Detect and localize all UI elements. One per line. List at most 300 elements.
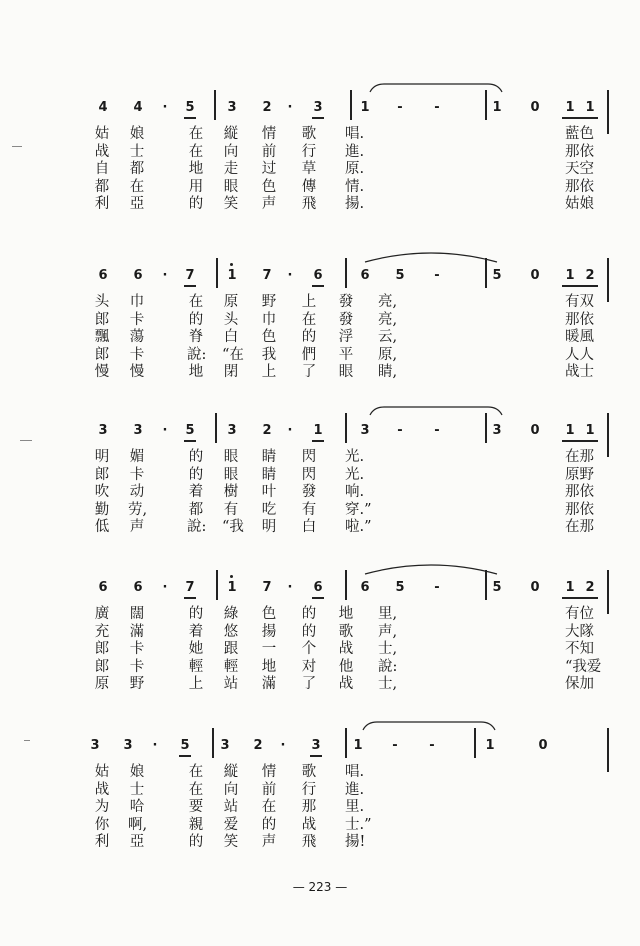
lyric-line <box>0 364 640 381</box>
lyric-char: 了 <box>301 676 317 692</box>
lyric-char: 郎 <box>94 466 110 483</box>
lyric-char: 啦.” <box>345 519 372 535</box>
note: 3 <box>313 100 323 115</box>
bar-line <box>214 90 216 120</box>
margin-mark <box>20 440 32 441</box>
lyric-char: 站 <box>223 799 239 815</box>
note: 0 <box>538 738 548 753</box>
lyric-line <box>0 161 640 178</box>
lyric-char: 揚. <box>345 196 365 212</box>
lyric-char: 說: <box>378 658 398 675</box>
lyric-char: 在 <box>188 764 204 780</box>
lyric-line <box>0 449 640 466</box>
dot-duration: · <box>287 423 293 438</box>
dash-note: - <box>429 738 435 753</box>
lyric-char: 战 <box>94 781 110 798</box>
lyric-char: 郎 <box>94 641 110 657</box>
note: 6 <box>360 580 370 595</box>
lyric-char: 自 <box>94 161 110 177</box>
lyric-pickup: 那依 <box>565 484 594 500</box>
bar-line <box>212 728 214 758</box>
lyric-char: 唱. <box>345 126 365 142</box>
note: 2 <box>253 738 263 753</box>
lyric-char: 过 <box>261 161 277 177</box>
lyric-char: 傳 <box>301 178 317 195</box>
note: 6 <box>360 268 370 283</box>
lyric-char: 里, <box>378 606 398 622</box>
lyric-char: 慢 <box>94 364 110 380</box>
bar-line <box>345 728 347 758</box>
lyric-char: 在 <box>188 143 204 160</box>
lyric-char: 亮, <box>378 294 398 310</box>
lyric-char: 的 <box>261 816 277 833</box>
lyric-line <box>0 641 640 658</box>
lyric-char: 笑 <box>223 834 239 850</box>
tie-arc <box>363 720 495 734</box>
note: 1 <box>565 268 575 283</box>
note-underline <box>312 117 324 119</box>
lyric-char: 揚 <box>261 623 277 640</box>
lyric-char: 白 <box>301 519 317 535</box>
lyric-char: 战 <box>338 676 354 692</box>
lyric-pickup: 那依 <box>565 501 594 518</box>
lyric-pickup: 大隊 <box>565 623 594 640</box>
dot-duration: · <box>162 100 168 115</box>
lyric-char: 亞 <box>129 834 145 850</box>
note: 7 <box>185 268 195 283</box>
lyric-char: 用 <box>188 178 204 195</box>
lyric-char: 的 <box>301 623 317 640</box>
note: 3 <box>133 423 143 438</box>
bar-line <box>216 570 218 600</box>
lyric-char: 綠 <box>223 606 239 622</box>
lyric-char: 色 <box>261 329 277 345</box>
lyric-char: 進. <box>345 781 365 798</box>
note: 0 <box>530 423 540 438</box>
lyric-char: 歌 <box>301 126 317 142</box>
lyric-line <box>0 347 640 364</box>
lyric-char: 發 <box>301 484 317 500</box>
lyric-char: 發 <box>338 294 354 310</box>
lyric-pickup: 在那 <box>565 519 594 535</box>
lyric-char: “在 <box>222 346 244 363</box>
note: 7 <box>262 268 272 283</box>
lyric-char: 里. <box>345 799 365 815</box>
lyric-char: 哈 <box>129 799 145 815</box>
lyric-char: 声 <box>261 196 277 212</box>
note-underline <box>184 117 196 119</box>
note: 6 <box>98 580 108 595</box>
lyric-char: 的 <box>301 606 317 622</box>
dash-note: - <box>434 268 440 283</box>
lyric-char: 吹 <box>94 484 110 500</box>
bar-line <box>216 258 218 288</box>
note-underline <box>184 597 196 599</box>
lyric-char: 都 <box>94 178 110 195</box>
note: 5 <box>395 580 405 595</box>
lyric-char: 穿.” <box>345 501 372 518</box>
note-underline <box>184 440 196 442</box>
lyric-char: 巾 <box>129 294 145 310</box>
lyric-char: 上 <box>261 364 277 380</box>
lyric-char: 充 <box>94 623 110 640</box>
lyric-char: 飄 <box>94 329 110 345</box>
lyric-char: 前 <box>261 781 277 798</box>
lyric-char: 脊 <box>188 329 204 345</box>
lyric-line <box>0 817 640 834</box>
note: 7 <box>185 580 195 595</box>
lyric-char: 姑 <box>94 764 110 780</box>
note: 0 <box>530 580 540 595</box>
note: 7 <box>262 580 272 595</box>
lyric-char: 光. <box>345 449 365 465</box>
note-underline <box>562 285 598 287</box>
margin-mark <box>24 740 30 741</box>
lyric-char: 卡 <box>129 311 145 328</box>
lyric-pickup: 不知 <box>565 641 594 657</box>
bar-line <box>350 90 352 120</box>
lyric-char: 眼 <box>223 178 239 195</box>
dot-duration: · <box>287 268 293 283</box>
note-underline <box>179 755 191 757</box>
lyric-char: 色 <box>261 178 277 195</box>
note: 5 <box>185 423 195 438</box>
lyric-char: 有 <box>223 501 239 518</box>
note: 5 <box>180 738 190 753</box>
lyric-char: 的 <box>188 834 204 850</box>
lyric-char: 战 <box>338 641 354 657</box>
lyric-char: 睛, <box>378 364 398 380</box>
lyric-char: 地 <box>261 658 277 675</box>
dot-duration: · <box>162 580 168 595</box>
note: 1 <box>565 100 575 115</box>
note-underline <box>312 285 324 287</box>
note: 3 <box>492 423 502 438</box>
lyric-char: 廣 <box>94 606 110 622</box>
lyric-char: 卡 <box>129 346 145 363</box>
note: 4 <box>98 100 108 115</box>
note: 3 <box>123 738 133 753</box>
lyric-char: 的 <box>188 196 204 212</box>
lyric-line <box>0 467 640 484</box>
lyric-char: 前 <box>261 143 277 160</box>
lyric-line <box>0 144 640 161</box>
lyric-pickup: 原野 <box>565 466 594 483</box>
lyric-char: 平 <box>338 346 354 363</box>
lyric-char: 郎 <box>94 658 110 675</box>
lyric-char: 士, <box>378 676 398 692</box>
lyric-char: 閉 <box>223 364 239 380</box>
lyric-pickup: 有位 <box>565 606 594 622</box>
lyric-char: 都 <box>188 501 204 518</box>
lyric-pickup: 姑娘 <box>565 196 594 212</box>
note: 2 <box>262 423 272 438</box>
lyric-char: 对 <box>301 658 317 675</box>
lyric-char: 姑 <box>94 126 110 142</box>
note: 6 <box>133 580 143 595</box>
lyric-char: 一 <box>261 641 277 657</box>
lyric-char: 士 <box>129 143 145 160</box>
lyric-char: 利 <box>94 196 110 212</box>
lyric-char: 士 <box>129 781 145 798</box>
dot-duration: · <box>287 100 293 115</box>
lyric-char: 卡 <box>129 466 145 483</box>
tie-arc <box>370 405 502 419</box>
dot-duration: · <box>287 580 293 595</box>
lyric-pickup: 战士 <box>565 364 594 380</box>
lyric-char: 亞 <box>129 196 145 212</box>
octave-dot <box>230 575 233 578</box>
lyric-line <box>0 126 640 143</box>
lyric-pickup: 那依 <box>565 311 594 328</box>
lyric-char: 战 <box>301 816 317 833</box>
lyric-line <box>0 179 640 196</box>
lyric-char: 她 <box>188 641 204 657</box>
lyric-char: 慢 <box>129 364 145 380</box>
lyric-line <box>0 329 640 346</box>
lyric-char: 揚! <box>345 834 366 850</box>
note: 4 <box>133 100 143 115</box>
note: 3 <box>311 738 321 753</box>
lyric-char: 縦 <box>223 126 239 142</box>
lyric-pickup: 有双 <box>565 294 594 310</box>
lyric-char: 走 <box>223 161 239 177</box>
lyric-char: “我 <box>222 519 244 535</box>
note: 2 <box>262 100 272 115</box>
lyric-pickup: 保加 <box>565 676 594 692</box>
lyric-char: 進. <box>345 143 365 160</box>
note: 6 <box>313 580 323 595</box>
note: 5 <box>492 268 502 283</box>
lyric-char: 在 <box>188 126 204 142</box>
lyric-char: 娘 <box>129 126 145 142</box>
note: 6 <box>313 268 323 283</box>
lyric-char: 滿 <box>129 623 145 640</box>
bar-line <box>345 258 347 288</box>
lyric-char: 地 <box>188 161 204 177</box>
lyric-char: 地 <box>338 606 354 622</box>
lyric-char: 向 <box>223 143 239 160</box>
lyric-char: 蕩 <box>129 329 145 345</box>
lyric-char: 樹 <box>223 484 239 500</box>
dash-note: - <box>397 423 403 438</box>
lyric-char: 的 <box>188 466 204 483</box>
note: 3 <box>90 738 100 753</box>
lyric-char: 巾 <box>261 311 277 328</box>
note: 1 <box>227 268 237 283</box>
lyric-char: 啊, <box>128 816 148 833</box>
note: 2 <box>585 268 595 283</box>
note: 3 <box>360 423 370 438</box>
lyric-char: 輕 <box>188 658 204 675</box>
lyric-char: 情. <box>345 178 365 195</box>
lyric-char: 云, <box>378 329 398 345</box>
lyric-char: 战 <box>94 143 110 160</box>
lyric-char: 吃 <box>261 501 277 518</box>
lyric-char: 行 <box>301 143 317 160</box>
bar-line <box>215 413 217 443</box>
lyric-char: 縦 <box>223 764 239 780</box>
lyric-pickup: 藍色 <box>565 126 594 142</box>
lyric-char: 闊 <box>129 606 145 622</box>
lyric-char: 那 <box>301 799 317 815</box>
note-underline <box>312 440 324 442</box>
dash-note: - <box>434 100 440 115</box>
lyric-char: 有 <box>301 501 317 518</box>
lyric-char: 眼 <box>338 364 354 380</box>
lyric-char: 睛 <box>261 449 277 465</box>
lyric-char: 白 <box>223 329 239 345</box>
lyric-char: 明 <box>261 519 277 535</box>
lyric-char: 說: <box>187 519 207 535</box>
note-underline <box>562 440 598 442</box>
lyric-char: 情 <box>261 764 277 780</box>
lyric-char: 响. <box>345 484 365 500</box>
note: 3 <box>98 423 108 438</box>
lyric-char: 了 <box>301 364 317 380</box>
lyric-line <box>0 799 640 816</box>
lyric-char: 在 <box>188 781 204 798</box>
lyric-char: 我 <box>261 346 277 363</box>
lyric-char: 卡 <box>129 658 145 675</box>
lyric-char: 閃 <box>301 466 317 483</box>
lyric-char: 的 <box>188 606 204 622</box>
lyric-char: 在 <box>188 294 204 310</box>
lyric-char: 草 <box>301 161 317 177</box>
lyric-char: 發 <box>338 311 354 328</box>
lyric-line <box>0 624 640 641</box>
lyric-char: 郎 <box>94 346 110 363</box>
lyric-line <box>0 196 640 213</box>
note: 1 <box>353 738 363 753</box>
lyric-line <box>0 294 640 311</box>
lyric-char: 滿 <box>261 676 277 692</box>
note: 6 <box>98 268 108 283</box>
lyric-line <box>0 834 640 851</box>
lyric-char: 叶 <box>261 484 277 500</box>
lyric-char: 动 <box>129 484 145 500</box>
note: 3 <box>227 423 237 438</box>
lyric-char: 行 <box>301 781 317 798</box>
lyric-char: 親 <box>188 816 204 833</box>
octave-dot <box>230 263 233 266</box>
lyric-char: 的 <box>188 449 204 465</box>
tie-arc <box>365 562 497 576</box>
lyric-line <box>0 484 640 501</box>
lyric-char: 爱 <box>223 816 239 833</box>
lyric-pickup: 人人 <box>565 346 594 363</box>
dash-note: - <box>397 100 403 115</box>
lyric-char: 利 <box>94 834 110 850</box>
note-underline <box>562 597 598 599</box>
lyric-line <box>0 764 640 781</box>
lyric-line <box>0 312 640 329</box>
note: 0 <box>530 100 540 115</box>
dash-note: - <box>434 423 440 438</box>
lyric-char: 个 <box>301 641 317 657</box>
note: 5 <box>492 580 502 595</box>
lyric-char: 原, <box>378 346 398 363</box>
lyric-char: 士, <box>378 641 398 657</box>
lyric-char: 光. <box>345 466 365 483</box>
tie-arc <box>365 250 497 264</box>
lyric-char: 要 <box>188 799 204 815</box>
dash-note: - <box>392 738 398 753</box>
lyric-char: 眼 <box>223 449 239 465</box>
dot-duration: · <box>162 423 168 438</box>
lyric-pickup: 那依 <box>565 143 594 160</box>
note: 1 <box>585 100 595 115</box>
lyric-char: 士.” <box>345 816 372 833</box>
lyric-char: 你 <box>94 816 110 833</box>
lyric-pickup: 暖風 <box>565 329 594 345</box>
lyric-pickup: “我爱 <box>565 658 602 675</box>
lyric-line <box>0 519 640 536</box>
lyric-char: 飛 <box>301 196 317 212</box>
lyric-char: 着 <box>188 484 204 500</box>
margin-mark <box>12 146 22 147</box>
lyric-char: 声 <box>129 519 145 535</box>
lyric-char: 眼 <box>223 466 239 483</box>
lyric-char: 向 <box>223 781 239 798</box>
note: 2 <box>585 580 595 595</box>
lyric-char: 唱. <box>345 764 365 780</box>
lyric-char: 着 <box>188 623 204 640</box>
dash-note: - <box>434 580 440 595</box>
lyric-char: 輕 <box>223 658 239 675</box>
lyric-line <box>0 659 640 676</box>
note: 0 <box>530 268 540 283</box>
lyric-char: 笑 <box>223 196 239 212</box>
lyric-char: 声 <box>261 834 277 850</box>
lyric-char: 原 <box>223 294 239 310</box>
tie-arc <box>370 82 502 96</box>
lyric-char: 头 <box>223 311 239 328</box>
lyric-char: 野 <box>129 676 145 692</box>
lyric-char: 的 <box>188 311 204 328</box>
lyric-char: 在 <box>129 178 145 195</box>
lyric-char: 劳, <box>128 501 148 518</box>
lyric-char: 飛 <box>301 834 317 850</box>
lyric-char: 为 <box>94 799 110 815</box>
lyric-char: 郎 <box>94 311 110 328</box>
lyric-char: 的 <box>301 329 317 345</box>
note: 3 <box>220 738 230 753</box>
lyric-char: 在 <box>301 311 317 328</box>
note: 1 <box>492 100 502 115</box>
note: 1 <box>585 423 595 438</box>
lyric-char: 上 <box>188 676 204 692</box>
lyric-char: 悠 <box>223 623 239 640</box>
note-underline <box>184 285 196 287</box>
lyric-char: 們 <box>301 346 317 363</box>
dot-duration: · <box>280 738 286 753</box>
lyric-char: 睛 <box>261 466 277 483</box>
lyric-char: 地 <box>188 364 204 380</box>
lyric-char: 低 <box>94 519 110 535</box>
lyric-char: 亮, <box>378 311 398 328</box>
lyric-line <box>0 676 640 693</box>
lyric-char: 媚 <box>129 449 145 465</box>
note: 1 <box>313 423 323 438</box>
lyric-char: 在 <box>261 799 277 815</box>
lyric-char: 跟 <box>223 641 239 657</box>
lyric-char: 他 <box>338 658 354 675</box>
lyric-line <box>0 606 640 623</box>
lyric-char: 娘 <box>129 764 145 780</box>
dot-duration: · <box>152 738 158 753</box>
lyric-char: 原 <box>94 676 110 692</box>
